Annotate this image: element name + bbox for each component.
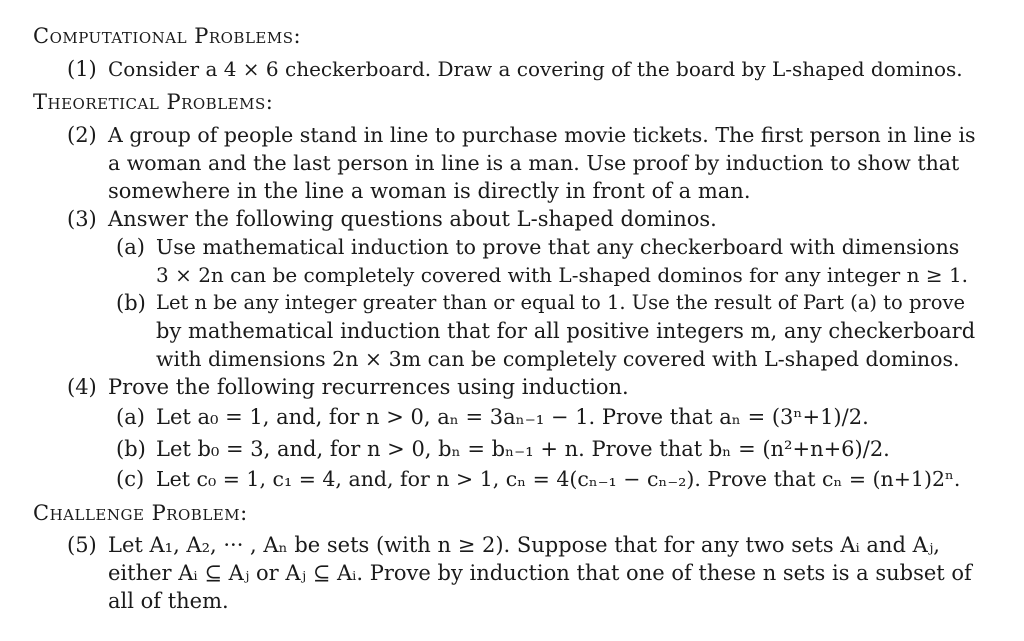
subpart-label: (a) <box>116 405 145 429</box>
problem-1 <box>67 55 977 83</box>
subpart-label: (b) <box>116 437 146 461</box>
problem-4a <box>116 403 977 431</box>
problem-3a <box>116 233 977 289</box>
problem-number: (1) <box>67 57 97 81</box>
problem-number: (5) <box>67 533 97 557</box>
subpart-text-line: by mathematical induction that for all positive integers m, any checkerboard <box>156 319 976 343</box>
subpart-text: Let b₀ = 3, and, for n > 0, bₙ = bₙ₋₁ + n. Prove that bₙ = (n²+n+6)/2. <box>156 437 890 461</box>
problem-number: (3) <box>67 207 97 231</box>
section-heading-computational: Computational Problems: <box>33 24 302 48</box>
problem-5 <box>67 531 977 615</box>
subpart-text: Let c₀ = 1, c₁ = 4, and, for n > 1, cₙ = 4(cₙ₋₁ − cₙ₋₂). Prove that cₙ = (n+1)2ⁿ. <box>156 467 961 491</box>
problem-text-line: A group of people stand in line to purchase movie tickets. The first person in line is <box>108 123 976 147</box>
problem-number: (2) <box>67 123 97 147</box>
subpart-text-line: Use mathematical induction to prove that any checkerboard with dimensions <box>156 235 960 259</box>
subpart-text-line: Let n be any integer greater than or equal to 1. Use the result of Part (a) to prove <box>156 291 966 314</box>
subpart-label: (a) <box>116 235 145 259</box>
subpart-text: Let a₀ = 1, and, for n > 0, aₙ = 3aₙ₋₁ − 1. Prove that aₙ = (3ⁿ+1)/2. <box>156 405 869 429</box>
problem-4b <box>116 435 977 463</box>
subpart-label: (b) <box>116 291 146 315</box>
problem-3b <box>116 289 977 373</box>
problem-2 <box>67 121 977 205</box>
subpart-label: (c) <box>116 467 145 491</box>
subpart-text-line: 3 × 2n can be completely covered with L-shaped dominos for any integer n ≥ 1. <box>156 263 969 287</box>
problem-text-line: either Aᵢ ⊆ Aⱼ or Aⱼ ⊆ Aᵢ. Prove by induction that one of these n sets is a subset of <box>108 561 972 585</box>
problem-4c <box>116 465 977 493</box>
problem-number: (4) <box>67 375 97 399</box>
subpart-text-line: with dimensions 2n × 3m can be completely covered with L-shaped dominos. <box>156 347 960 371</box>
section-heading-challenge: Challenge Problem: <box>33 501 248 525</box>
problem-text: Consider a 4 × 6 checkerboard. Draw a covering of the board by L-shaped dominos. <box>108 57 963 81</box>
problem-text: Prove the following recurrences using induction. <box>108 375 629 399</box>
section-heading-theoretical: Theoretical Problems: <box>33 90 274 114</box>
problem-text-line: Let A₁, A₂, ··· , Aₙ be sets (with n ≥ 2). Suppose that for any two sets Aᵢ and Aⱼ, <box>108 533 940 557</box>
problem-4 <box>67 373 977 401</box>
problem-text-line: somewhere in the line a woman is directly in front of a man. <box>108 179 751 203</box>
problem-3 <box>67 205 977 233</box>
problem-text: Answer the following questions about L-shaped dominos. <box>108 207 717 231</box>
problem-text-line: a woman and the last person in line is a man. Use proof by induction to show that <box>108 151 960 175</box>
problem-text-line: all of them. <box>108 589 229 613</box>
